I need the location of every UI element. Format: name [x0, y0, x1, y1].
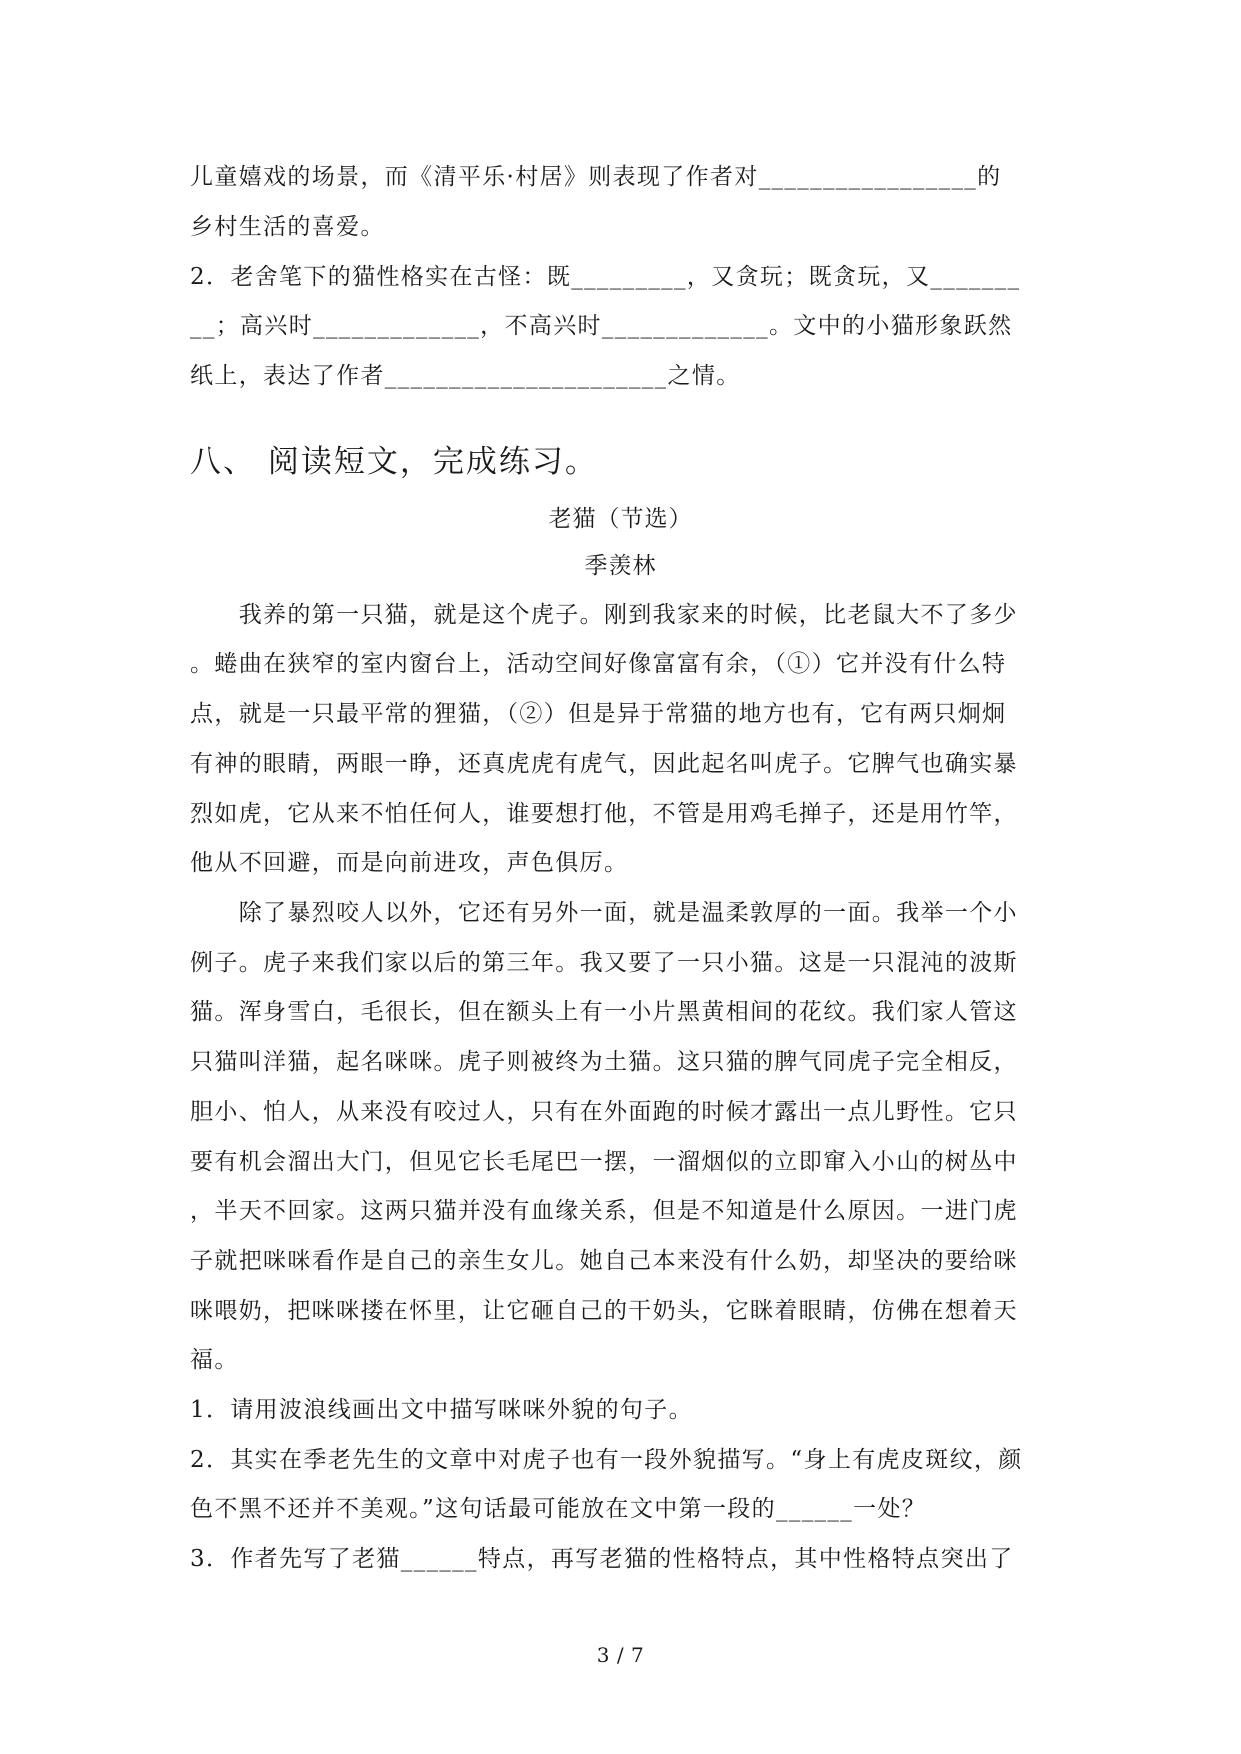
paragraph-2-line: 猫。浑身雪白，毛很长，但在额头上有一小片黑黄相间的花纹。我们家人管这: [190, 999, 1018, 1025]
paragraph-2-line: 咪喂奶，把咪咪搂在怀里，让它砸自己的干奶头，它眯着眼睛，仿佛在想着天: [190, 1298, 1018, 1324]
paragraph-2-line: 要有机会溜出大门，但见它长毛尾巴一摆，一溜烟似的立即窜入小山的树丛中: [190, 1149, 1018, 1175]
paragraph-2-line: 只猫叫洋猫，起名咪咪。虎子则被终为土猫。这只猫的脾气同虎子完全相反，: [190, 1049, 1018, 1075]
paragraph-1-line: 我养的第一只猫，就是这个虎子。刚到我家来的时候，比老鼠大不了多少: [190, 602, 1018, 628]
paragraph-2-line: 除了暴烈咬人以外，它还有另外一面，就是温柔敦厚的一面。我举一个小: [190, 900, 1018, 926]
paragraph-1-line: 。蜷曲在狭窄的室内窗台上，活动空间好像富富有余，（①）它并没有什么特: [190, 651, 1007, 677]
section-heading: 八、 阅读短文，完成练习。: [190, 444, 598, 480]
text-line: 儿童嬉戏的场景，而《清平乐·村居》则表现了作者对_________________的: [190, 164, 1002, 190]
question-2-line: 2．其实在季老先生的文章中对虎子也有一段外貌描写。“身上有虎皮斑纹，颜: [190, 1447, 1023, 1473]
page-number: 3 / 7: [596, 1643, 645, 1667]
paragraph-2-line: 例子。虎子来我们家以后的第三年。我又要了一只小猫。这是一只混沌的波斯: [190, 950, 1018, 976]
paragraph-2-line: 福。: [190, 1347, 239, 1373]
paragraph-1-line: 点，就是一只最平常的狸猫，（②）但是异于常猫的地方也有，它有两只炯炯: [190, 701, 1007, 727]
question-2-line: 2．老舍笔下的猫性格实在古怪：既_________，又贪玩；既贪玩，又_______: [190, 264, 1021, 290]
paragraph-1-line: 烈如虎，它从来不怕任何人，谁要想打他，不管是用鸡毛掸子，还是用竹竿，: [190, 801, 1018, 827]
paragraph-1-line: 有神的眼睛，两眼一睁，还真虎虎有虎气，因此起名叫虎子。它脾气也确实暴: [190, 751, 1018, 777]
paragraph-2-line: 子就把咪咪看作是自己的亲生女儿。她自己本来没有什么奶，却坚决的要给咪: [190, 1248, 1018, 1274]
question-2-line: 色不黑不还并不美观。”这句话最可能放在文中第一段的______一处？: [190, 1496, 927, 1522]
paragraph-2-line: ，半天不回家。这两只猫并没有血缘关系，但是不知道是什么原因。一进门虎: [190, 1198, 1018, 1224]
question-3-line: 3．作者先写了老猫______特点，再写老猫的性格特点，其中性格特点突出了: [190, 1546, 1014, 1572]
paragraph-1-line: 他从不回避，而是向前进攻，声色俱厉。: [190, 850, 629, 876]
paragraph-2-line: 胆小、怕人，从来没有咬过人，只有在外面跑的时候才露出一点儿野性。它只: [190, 1099, 1018, 1125]
article-author: 季羡林: [584, 553, 657, 579]
question-2-line: 纸上，表达了作者______________________之情。: [190, 363, 741, 389]
text-line: 乡村生活的喜爱。: [190, 214, 385, 240]
article-title: 老猫（节选）: [548, 506, 693, 532]
question-1: 1．请用波浪线画出文中描写咪咪外貌的句子。: [190, 1397, 693, 1423]
question-2-line: __；高兴时_____________，不高兴时_____________。文中的小猫形象跃然: [190, 313, 1013, 339]
